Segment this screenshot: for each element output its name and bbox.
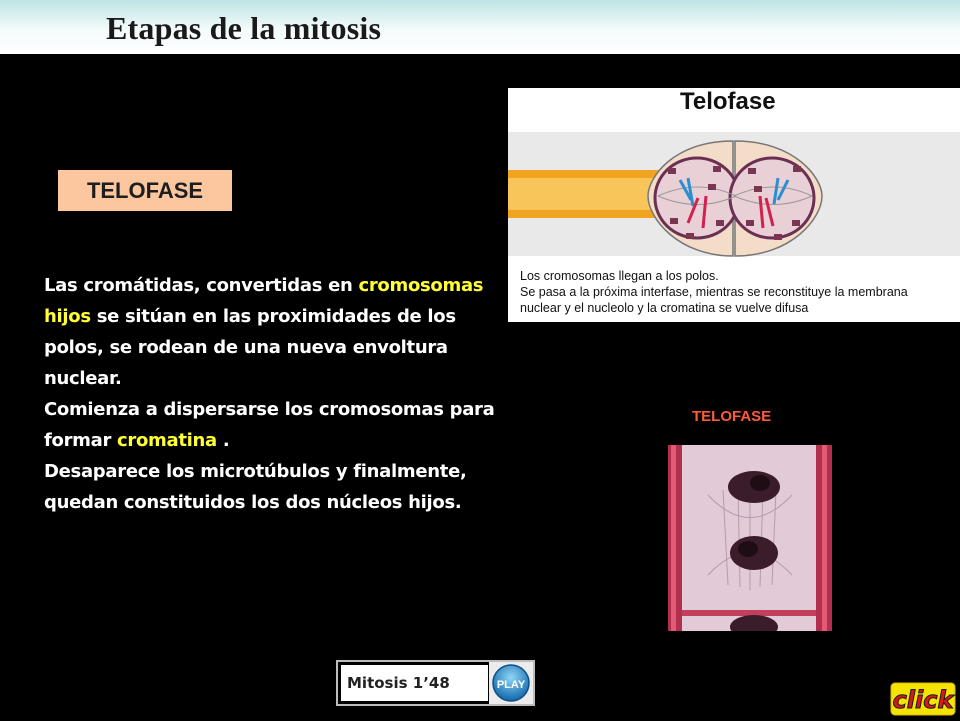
play-button[interactable] <box>489 662 533 704</box>
telophase-micrograph <box>668 445 832 631</box>
play-icon <box>491 663 531 703</box>
click-button[interactable] <box>890 682 956 716</box>
text-segment: se sitúan en las proximidades de los polos, se rodean de una nueva envoltura nuclear. <box>44 306 456 389</box>
description-text <box>44 270 514 518</box>
caption-line: nuclear y el nucleolo y la cromatina se vuelve difusa <box>520 301 809 315</box>
stage-badge: TELOFASE <box>58 170 232 211</box>
text-segment: Desaparece los microtúbulos y finalmente, quedan constituidos los dos núcleos hijos. <box>44 461 467 513</box>
diagram-caption <box>520 268 960 316</box>
text-segment: . <box>216 430 230 451</box>
text-segment: Las cromátidas, convertidas en <box>44 275 359 296</box>
micrograph-image <box>668 445 832 631</box>
click-label: click <box>892 686 954 714</box>
diagram-title: Telofase <box>680 88 776 115</box>
text-segment: Comienza a dispersarse los cromosomas para formar <box>44 399 495 451</box>
video-caption: Mitosis 1’48 <box>341 665 488 701</box>
telophase-diagram <box>508 88 960 322</box>
play-label: PLAY <box>496 679 526 691</box>
page-title: Etapas de la mitosis <box>106 10 382 46</box>
caption-line: Los cromosomas llegan a los polos. <box>520 269 719 283</box>
photo-label: TELOFASE <box>692 408 772 425</box>
title-bar <box>0 0 960 54</box>
video-link-panel[interactable] <box>336 660 535 706</box>
caption-line: Se pasa a la próxima interfase, mientras se reconstituye la membrana <box>520 285 908 299</box>
click-icon <box>890 682 956 716</box>
highlight-term: cromosomas hijos <box>44 275 484 327</box>
highlight-term: cromatina <box>117 430 217 451</box>
